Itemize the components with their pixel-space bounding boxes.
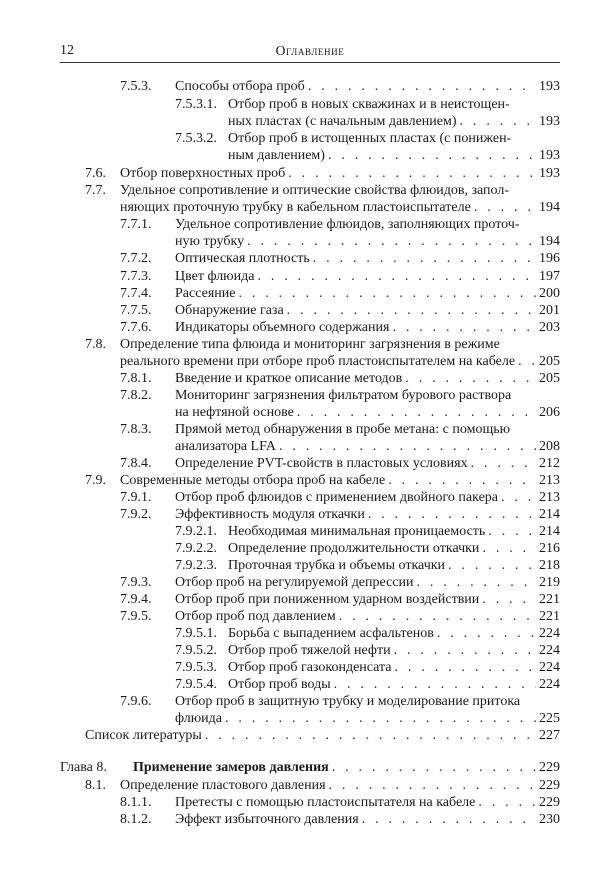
toc-entry-page: 193 [539, 166, 560, 181]
toc-entry-number: 7.9.5.4. [175, 677, 217, 692]
dot-leader [308, 78, 536, 95]
toc-entry [0, 130, 608, 164]
dot-leader [460, 113, 536, 130]
toc-entry-page: 214 [539, 507, 560, 522]
toc-entry [0, 182, 608, 216]
toc-entry-page: 206 [539, 405, 560, 420]
toc-entry-number: 7.7. [85, 183, 106, 198]
toc-entry-title: Удельное сопротивление флюидов, заполняющих проточ- [175, 217, 520, 232]
toc-entry-title: Проточная трубка и объемы откачки [228, 558, 446, 573]
toc-entry-title: Отбор проб воды [228, 677, 331, 692]
dot-leader [471, 455, 536, 472]
dot-leader [394, 642, 536, 659]
toc-entry-title: ным давлением) [228, 148, 325, 163]
toc-entry-number: 7.9.2.2. [175, 541, 217, 556]
toc-entry-page: 214 [539, 524, 560, 539]
toc-entry [0, 285, 608, 302]
toc-entry-number: 7.9.5.1. [175, 626, 217, 641]
toc-entry-number: 7.7.2. [120, 251, 152, 266]
toc-entry-number: 7.5.3. [120, 79, 152, 94]
toc-entry-page: 224 [539, 626, 560, 641]
toc-entry-title: Борьба с выпадением асфальтенов [228, 626, 434, 641]
toc-entry-page: 213 [539, 490, 560, 505]
toc-entry-number: 7.8.3. [120, 422, 152, 437]
dot-leader [368, 506, 536, 523]
dot-leader [362, 811, 536, 828]
toc-entry-page: 193 [539, 148, 560, 163]
dot-leader [395, 659, 536, 676]
dot-leader [287, 302, 536, 319]
toc-entry [0, 165, 608, 182]
toc-entry-title: Отбор проб флюидов с применением двойного пакера [175, 490, 498, 505]
toc-entry-title: Современные методы отбора проб на кабеле [120, 473, 386, 488]
dot-leader [225, 710, 536, 727]
toc-entry [0, 387, 608, 421]
toc-entry [0, 591, 608, 608]
toc-entry-title: Отбор проб на регулируемой депрессии [175, 575, 414, 590]
toc-entry-page: 193 [539, 114, 560, 129]
toc-entry-title: Определение пластового давления [120, 778, 326, 793]
dot-leader [488, 523, 536, 540]
toc-entry-title: Отбор проб в истощенных пластах (с понижен- [228, 131, 512, 146]
toc-entry-number: 7.9. [85, 473, 106, 488]
dot-leader [405, 370, 536, 387]
toc-entry-page: 208 [539, 439, 560, 454]
toc-entry [0, 421, 608, 455]
toc-entry [0, 489, 608, 506]
dot-leader [417, 574, 537, 591]
toc-entry-number: 7.9.2. [120, 507, 152, 522]
toc-entry-page: 224 [539, 643, 560, 658]
dot-leader [392, 319, 536, 336]
toc-entry-number: 7.8.4. [120, 456, 152, 471]
page-number: 12 [60, 43, 74, 58]
dot-leader [448, 557, 536, 574]
toc-entry-title: Список литературы [85, 728, 202, 743]
dot-leader [238, 285, 536, 302]
toc-entry-title: Обнаружение газа [175, 303, 284, 318]
toc-entry [0, 574, 608, 591]
toc-entry-page: 224 [539, 677, 560, 692]
toc-entry-page: 194 [539, 200, 560, 215]
dot-leader [388, 472, 536, 489]
toc-entry-number: 7.9.5. [120, 609, 152, 624]
toc-entry [0, 608, 608, 625]
toc-entry-title: Оптическая плотность [175, 251, 310, 266]
toc-entry-page: 229 [539, 778, 560, 793]
toc-entry-number: 7.9.4. [120, 592, 152, 607]
toc-entry [0, 693, 608, 727]
toc-entry-page: 218 [539, 558, 560, 573]
dot-leader [329, 777, 536, 794]
toc-entry-page: 225 [539, 711, 560, 726]
toc-entry-page: 200 [539, 286, 560, 301]
toc-entry-number: 7.9.1. [120, 490, 152, 505]
toc-entry-title: реального времени при отборе проб пластоиспытателем на кабеле [120, 354, 516, 369]
toc-entry-number: 7.9.2.3. [175, 558, 217, 573]
toc-entry-title: няющих проточную трубку в кабельном пластоиспытателе [120, 200, 471, 215]
dot-leader [247, 233, 536, 250]
toc-entry-title: ную трубку [175, 234, 245, 249]
toc-entry-title: анализатора LFA [175, 439, 276, 454]
toc-entry [0, 370, 608, 387]
toc-entry [0, 727, 608, 744]
toc-entry [0, 811, 608, 828]
toc-entry-page: 229 [539, 760, 560, 775]
dot-leader [334, 676, 536, 693]
toc-entry-number: 7.7.1. [120, 217, 152, 232]
toc-entry-number: 7.9.3. [120, 575, 152, 590]
dot-leader [205, 727, 536, 744]
toc-entry-number: 8.1. [85, 778, 106, 793]
toc-entry-title: Определение PVT-свойств в пластовых условиях [175, 456, 468, 471]
toc-entry-page: 203 [539, 320, 560, 335]
toc-entry-title: Определение продолжительности откачки [228, 541, 480, 556]
toc-entry [0, 523, 608, 540]
toc-entry [0, 676, 608, 693]
toc-entry-title: Отбор поверхностных проб [120, 166, 286, 181]
toc-entry-title: Определение типа флюида и мониторинг загрязнения в режиме [120, 337, 500, 352]
toc-entry [0, 557, 608, 574]
dot-leader [474, 199, 536, 216]
toc-entry [0, 250, 608, 267]
toc-entry-page: 201 [539, 303, 560, 318]
toc-entry [0, 506, 608, 523]
toc-entry-title: Рассеяние [175, 286, 236, 301]
toc-entry-title: Претесты с помощью пластоиспытателя на кабеле [175, 795, 476, 810]
dot-leader [288, 165, 536, 182]
toc-entry-title: ных пластах (с начальным давлением) [228, 114, 457, 129]
toc-entry-number: 7.6. [85, 166, 106, 181]
toc-entry-page: 227 [539, 728, 560, 743]
toc-entry-title: Отбор проб при пониженном ударном воздействии [175, 592, 480, 607]
toc-entry-title: Применение замеров давления [133, 760, 329, 775]
dot-leader [279, 438, 536, 455]
toc-entry [0, 302, 608, 319]
toc-entry-title: Отбор проб в защитную трубку и моделирование притока [175, 694, 521, 709]
toc-entry-page: 224 [539, 660, 560, 675]
toc-entry-page: 194 [539, 234, 560, 249]
toc-entry-page: 196 [539, 251, 560, 266]
dot-leader [478, 794, 536, 811]
toc-entry-title: Прямой метод обнаружения в пробе метана: с помощью [175, 422, 511, 437]
dot-leader [257, 268, 536, 285]
dot-leader [437, 625, 536, 642]
toc-entry [0, 794, 608, 811]
dot-leader [339, 608, 536, 625]
dot-leader [518, 353, 536, 370]
toc-entry-number: 7.8. [85, 337, 106, 352]
dot-leader [328, 147, 536, 164]
toc-entry-number: 7.8.1. [120, 371, 152, 386]
toc-entry [0, 216, 608, 250]
toc-entry-page: 221 [539, 609, 560, 624]
toc-entry [0, 336, 608, 370]
toc-entry-title: Удельное сопротивление и оптические свойства флюидов, запол- [120, 183, 510, 198]
toc-entry-title: Необходимая минимальная проницаемость [228, 524, 486, 539]
dot-leader [482, 591, 536, 608]
toc-entry [0, 319, 608, 336]
toc-entry [0, 96, 608, 130]
toc-entry-title: Отбор проб тяжелой нефти [228, 643, 391, 658]
toc-entry-number: 8.1.1. [120, 795, 152, 810]
dot-leader [501, 489, 536, 506]
toc-entry [0, 777, 608, 794]
toc-entry [0, 642, 608, 659]
toc-entry [0, 540, 608, 557]
toc-entry-number: 7.7.6. [120, 320, 152, 335]
dot-leader [332, 759, 536, 776]
toc-entry-page: 213 [539, 473, 560, 488]
toc-entry-number: 7.7.4. [120, 286, 152, 301]
toc-entry-page: 205 [539, 371, 560, 386]
toc-entry-title: Эффект избыточного давления [175, 812, 359, 827]
toc-entry-number: 7.5.3.1. [175, 97, 217, 112]
toc-entry-page: 212 [539, 456, 560, 471]
toc-entry-number: 7.9.2.1. [175, 524, 217, 539]
toc-entry-page: 197 [539, 269, 560, 284]
toc-entry-title: Введение и краткое описание методов [175, 371, 403, 386]
dot-leader [482, 540, 536, 557]
toc-entry-number: 7.7.3. [120, 269, 152, 284]
toc-entry-title: Отбор проб газоконденсата [228, 660, 392, 675]
toc-entry-number: Глава 8. [60, 760, 107, 775]
toc-entry [0, 625, 608, 642]
toc-entry [0, 472, 608, 489]
toc-entry-page: 219 [539, 575, 560, 590]
toc-entry-title: Мониторинг загрязнения фильтратом бурового раствора [175, 388, 512, 403]
toc-entry-number: 7.8.2. [120, 388, 152, 403]
toc-entry-number: 7.9.5.3. [175, 660, 217, 675]
toc-entry-title: Эффективность модуля откачки [175, 507, 365, 522]
toc-entry-title: флюида [175, 711, 222, 726]
toc-entry-page: 230 [539, 812, 560, 827]
toc-entry-title: Цвет флюида [175, 269, 255, 284]
toc-entry-title: Индикаторы объемного содержания [175, 320, 390, 335]
toc-entry-number: 7.7.5. [120, 303, 152, 318]
toc-entry [0, 759, 608, 776]
toc-entry [0, 78, 608, 95]
toc-entry-page: 216 [539, 541, 560, 556]
toc-entry-number: 7.9.5.2. [175, 643, 217, 658]
toc-entry-title: Отбор проб в новых скважинах и в неистощен- [228, 97, 510, 112]
toc-entry-number: 7.5.3.2. [175, 131, 217, 146]
toc-entry-title: Способы отбора проб [175, 79, 305, 94]
toc-entry [0, 268, 608, 285]
toc-entry [0, 659, 608, 676]
running-title: Оглавление [275, 43, 345, 58]
dot-leader [313, 250, 536, 267]
toc-entry [0, 455, 608, 472]
toc-entry-page: 221 [539, 592, 560, 607]
dot-leader [297, 404, 536, 421]
toc-entry-title: на нефтяной основе [175, 405, 294, 420]
toc-entry-number: 7.9.6. [120, 694, 152, 709]
toc-entry-number: 8.1.2. [120, 812, 152, 827]
toc-entry-page: 193 [539, 79, 560, 94]
toc-entry-page: 229 [539, 795, 560, 810]
page-header [60, 40, 560, 63]
toc-entry-title: Отбор проб под давлением [175, 609, 336, 624]
toc-entry-page: 205 [539, 354, 560, 369]
